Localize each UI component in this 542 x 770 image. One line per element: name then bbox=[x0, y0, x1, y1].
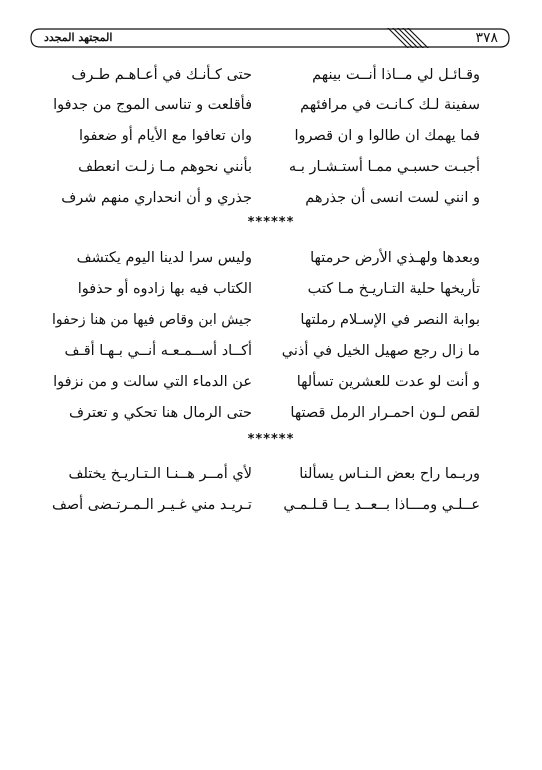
verse-first-hemistich: تأريخها حلية التـاريـخ مـا كتب bbox=[307, 281, 480, 297]
verse-second-hemistich: جيش ابن وقاص فيها من هنا زحفوا bbox=[52, 312, 252, 328]
verse-first-hemistich: فما يهمك ان طالوا و ان قصروا bbox=[294, 128, 480, 144]
section-separator: ****** bbox=[247, 432, 295, 447]
verse-second-hemistich: تـريـد مني غـيـر الـمـرتـضى أصف bbox=[52, 497, 252, 513]
verse-second-hemistich: الكتاب فيه بها زادوه أو حذفوا bbox=[77, 281, 252, 297]
verse bbox=[0, 494, 542, 516]
verse-first-hemistich: وقـائـل لي مــاذا أنــت بينهم bbox=[312, 67, 480, 83]
running-title: المجتهد المجدد bbox=[44, 31, 113, 44]
verse-second-hemistich: أكــاد أســمـعـه أنــي بـهـا أقـف bbox=[64, 343, 252, 359]
verse-second-hemistich: فأقلعت و تناسى الموج من جدفوا bbox=[53, 97, 252, 113]
verse-first-hemistich: بوابة النصر في الإسـلام رملتها bbox=[300, 312, 480, 328]
verse-second-hemistich: وليس سرا لدينا اليوم يكتشف bbox=[76, 250, 252, 266]
verse-second-hemistich: لأي أمــر هــنـا الـتـاريـخ يختلف bbox=[68, 466, 252, 482]
verse-first-hemistich: و أنت لو عدت للعشرين تسألها bbox=[296, 374, 480, 390]
verse bbox=[0, 402, 542, 424]
page-header bbox=[30, 28, 510, 48]
verse-first-hemistich: عــلـي ومـــاذا بــعــد يــا قـلـمـي bbox=[283, 497, 480, 513]
verse bbox=[0, 463, 542, 485]
verse-second-hemistich: عن الدماء التي سالت و من نزفوا bbox=[53, 374, 252, 390]
verse-first-hemistich: سفينة لـك كـانـت في مرافئهم bbox=[300, 97, 480, 113]
verse-first-hemistich: أجبـت حسبـي ممـا أستـشـار بـه bbox=[288, 159, 480, 175]
verse-first-hemistich: ما زال رجع صهيل الخيل في أذني bbox=[281, 343, 480, 359]
verse bbox=[0, 309, 542, 331]
page-number: ٣٧٨ bbox=[475, 30, 498, 46]
verse bbox=[0, 371, 542, 393]
verse bbox=[0, 247, 542, 269]
verse-first-hemistich: لقص لـون احمـرار الرمل قصتها bbox=[290, 405, 480, 421]
verse bbox=[0, 156, 542, 178]
verse-first-hemistich: و انني لست انسى أن جذرهم bbox=[305, 190, 480, 206]
verse-first-hemistich: وربـما راح بعض الـنـاس يسألنا bbox=[299, 466, 480, 482]
verse-second-hemistich: وان تعافوا مع الأيام أو ضعفوا bbox=[78, 128, 252, 144]
verse bbox=[0, 64, 542, 86]
verse bbox=[0, 278, 542, 300]
verse-second-hemistich: حتى كـأنـك في أعـاهـم طـرف bbox=[71, 67, 252, 83]
verse bbox=[0, 125, 542, 147]
verse-second-hemistich: جذري و أن انحداري منهم شرف bbox=[61, 190, 252, 206]
verse-first-hemistich: وبعدها ولهـذي الأرض حرمتها bbox=[310, 250, 480, 266]
verse bbox=[0, 94, 542, 116]
verse bbox=[0, 187, 542, 209]
section-separator: ****** bbox=[247, 215, 295, 230]
verse-second-hemistich: حتى الرمال هنا تحكي و تعترف bbox=[68, 405, 252, 421]
verse bbox=[0, 340, 542, 362]
verse-second-hemistich: بأنني نحوهم مـا زلـت انعطف bbox=[78, 159, 252, 175]
